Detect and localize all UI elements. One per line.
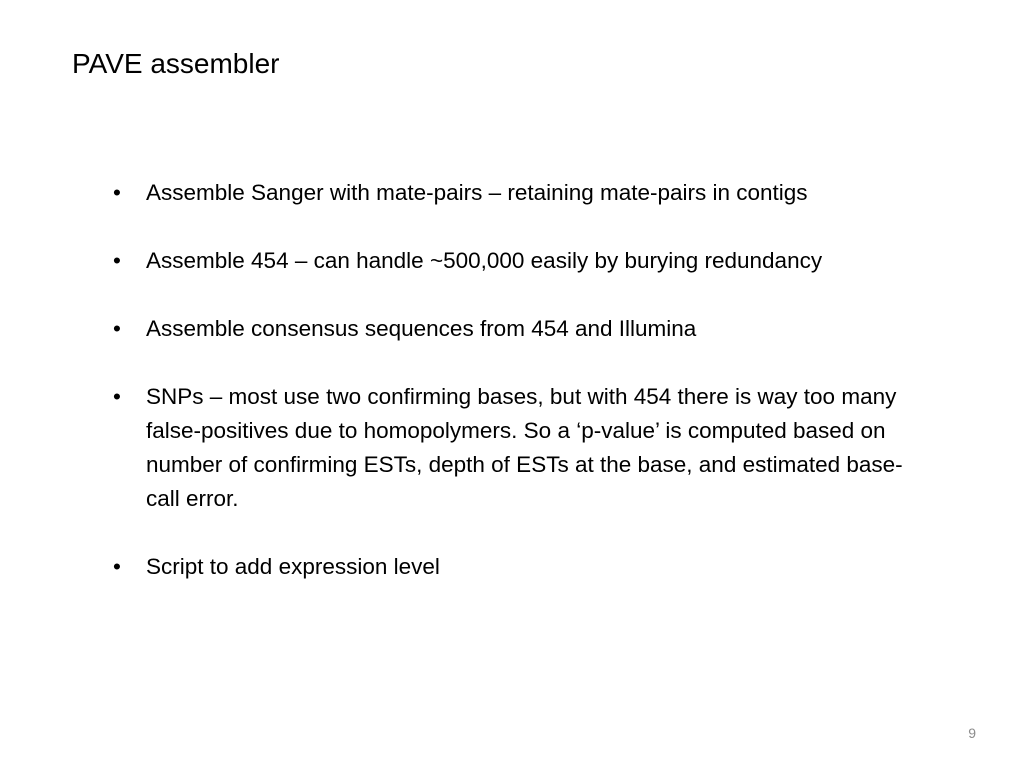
bullet-icon: • <box>113 384 121 409</box>
bullet-item <box>113 176 913 210</box>
bullet-item <box>113 312 913 346</box>
bullet-text: SNPs – most use two confirming bases, but with 454 there is way too many false-positives due to homopolymers. So a ‘p-value’ is computed based on number of confirming ESTs, depth of ESTs at the base, and estimated base-call error. <box>146 384 903 511</box>
bullet-text: Assemble consensus sequences from 454 and Illumina <box>146 316 697 341</box>
bullet-list <box>113 176 913 618</box>
bullet-icon: • <box>113 248 121 273</box>
bullet-text: Script to add expression level <box>146 554 440 579</box>
slide-title: PAVE assembler <box>72 48 280 79</box>
bullet-text: Assemble Sanger with mate-pairs – retaining mate-pairs in contigs <box>146 180 808 205</box>
bullet-item <box>113 244 913 278</box>
bullet-icon: • <box>113 316 121 341</box>
bullet-item <box>113 380 913 516</box>
bullet-item <box>113 550 913 584</box>
bullet-text: Assemble 454 – can handle ~500,000 easily by burying redundancy <box>146 248 823 273</box>
bullet-icon: • <box>113 180 121 205</box>
bullet-icon: • <box>113 554 121 579</box>
slide-number: 9 <box>968 725 976 741</box>
